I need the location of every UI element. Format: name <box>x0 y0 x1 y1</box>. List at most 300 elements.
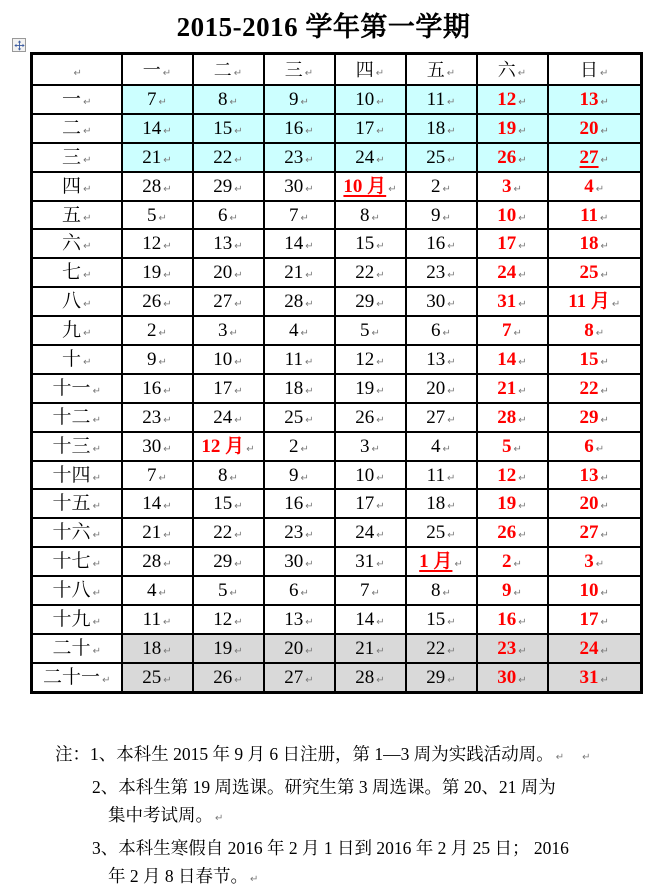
day-value: 20 <box>579 493 599 515</box>
week-number-label: 十四 <box>52 464 91 486</box>
day-cell <box>406 489 477 518</box>
paragraph-mark-icon: ↵ <box>595 443 605 455</box>
week-row <box>32 85 642 114</box>
day-cell <box>193 229 264 258</box>
day-cell <box>406 634 477 663</box>
paragraph-mark-icon: ↵ <box>300 443 309 455</box>
paragraph-mark-icon: ↵ <box>300 212 309 224</box>
weekday-header-cell <box>406 54 477 86</box>
paragraph-mark-icon: ↵ <box>518 414 527 426</box>
paragraph-mark-icon: ↵ <box>518 472 527 484</box>
day-value: 19 <box>355 377 375 399</box>
day-value: 28 <box>284 291 304 313</box>
week-number-label: 十九 <box>52 608 91 630</box>
paragraph-mark-icon: ↵ <box>518 212 527 224</box>
week-number-label: 十七 <box>52 551 91 573</box>
day-cell <box>406 114 477 143</box>
paragraph-mark-icon: ↵ <box>92 559 101 571</box>
paragraph-mark-icon: ↵ <box>83 328 92 340</box>
day-cell <box>264 547 335 576</box>
week-number-label: 七 <box>62 262 82 284</box>
day-value: 8 <box>360 204 370 226</box>
paragraph-mark-icon: ↵ <box>305 530 314 542</box>
paragraph-mark-icon: ↵ <box>600 674 609 686</box>
paragraph-mark-icon: ↵ <box>600 356 609 368</box>
week-number-cell <box>32 287 122 316</box>
day-value: 31 <box>497 291 517 313</box>
day-value: 22 <box>355 262 375 284</box>
paragraph-mark-icon: ↵ <box>215 813 224 824</box>
day-cell <box>548 403 642 432</box>
day-cell <box>122 114 193 143</box>
day-cell <box>335 461 406 490</box>
paragraph-mark-icon: ↵ <box>446 472 456 484</box>
day-value: 22 <box>213 146 233 168</box>
day-value: 17 <box>213 377 233 399</box>
day-value: 7 <box>147 464 157 486</box>
day-value: 27 <box>426 406 446 428</box>
paragraph-mark-icon: ↵ <box>442 328 451 340</box>
week-row <box>32 374 642 403</box>
paragraph-mark-icon: ↵ <box>376 674 385 686</box>
day-cell <box>335 345 406 374</box>
day-value: 10 <box>355 464 375 486</box>
week-number-cell <box>32 229 122 258</box>
day-value: 12 月 <box>201 435 245 457</box>
paragraph-mark-icon: ↵ <box>600 414 609 426</box>
paragraph-mark-icon: ↵ <box>600 67 609 79</box>
paragraph-mark-icon: ↵ <box>518 501 527 513</box>
paragraph-mark-icon: ↵ <box>518 125 527 137</box>
day-value: 13 <box>579 464 599 486</box>
day-cell <box>193 634 264 663</box>
day-cell <box>193 489 264 518</box>
day-value: 19 <box>142 262 162 284</box>
paragraph-mark-icon: ↵ <box>376 96 385 108</box>
day-value: 3 <box>360 435 370 457</box>
paragraph-mark-icon: ↵ <box>447 501 456 513</box>
day-value: 16 <box>142 377 162 399</box>
paragraph-mark-icon: ↵ <box>376 414 385 426</box>
week-number-label: 二 <box>62 117 82 139</box>
day-value: 28 <box>142 175 162 197</box>
paragraph-mark-icon: ↵ <box>513 183 522 195</box>
day-cell <box>477 634 548 663</box>
day-value: 4 <box>289 320 299 342</box>
paragraph-mark-icon: ↵ <box>600 270 609 282</box>
week-number-cell <box>32 258 122 287</box>
paragraph-mark-icon: ↵ <box>83 96 92 108</box>
paragraph-mark-icon: ↵ <box>600 501 609 513</box>
day-cell <box>264 374 335 403</box>
day-value: 18 <box>142 637 162 659</box>
paragraph-mark-icon: ↵ <box>102 674 111 686</box>
day-value: 20 <box>579 117 599 139</box>
day-value: 5 <box>502 435 512 457</box>
day-cell <box>193 374 264 403</box>
day-value: 5 <box>360 320 370 342</box>
paragraph-mark-icon: ↵ <box>83 270 92 282</box>
paragraph-mark-icon: ↵ <box>447 530 456 542</box>
day-value: 5 <box>218 580 228 602</box>
weekday-header-cell <box>193 54 264 86</box>
day-value: 21 <box>497 377 517 399</box>
day-value: 24 <box>355 522 375 544</box>
paragraph-mark-icon: ↵ <box>305 125 314 137</box>
day-cell <box>335 489 406 518</box>
day-cell <box>477 461 548 490</box>
day-value: 11 <box>142 608 161 630</box>
day-value: 15 <box>213 117 233 139</box>
day-value: 18 <box>426 493 446 515</box>
day-value: 21 <box>284 262 304 284</box>
paragraph-mark-icon: ↵ <box>447 645 456 657</box>
day-value: 17 <box>497 233 517 255</box>
day-cell <box>548 432 642 461</box>
paragraph-mark-icon: ↵ <box>446 96 456 108</box>
paragraph-mark-icon: ↵ <box>158 96 167 108</box>
day-value: 10 <box>579 580 599 602</box>
day-value: 14 <box>355 608 375 630</box>
table-move-handle-icon[interactable] <box>12 38 26 52</box>
day-value: 27 <box>579 146 599 168</box>
day-cell <box>477 605 548 634</box>
week-row <box>32 229 642 258</box>
day-value: 4 <box>147 580 157 602</box>
paragraph-mark-icon: ↵ <box>513 328 522 340</box>
day-cell <box>548 229 642 258</box>
paragraph-mark-icon: ↵ <box>163 559 172 571</box>
paragraph-mark-icon: ↵ <box>234 270 243 282</box>
day-value: 26 <box>497 522 517 544</box>
day-cell <box>477 432 548 461</box>
paragraph-mark-icon: ↵ <box>595 559 605 571</box>
paragraph-mark-icon: ↵ <box>305 270 314 282</box>
paragraph-mark-icon: ↵ <box>518 96 527 108</box>
day-cell <box>477 143 548 172</box>
paragraph-mark-icon: ↵ <box>447 414 456 426</box>
day-cell <box>122 576 193 605</box>
week-row <box>32 287 642 316</box>
note-text: 年 2 月 8 日春节。 <box>108 866 248 886</box>
paragraph-mark-icon: ↵ <box>376 241 385 253</box>
day-cell <box>335 547 406 576</box>
day-value: 23 <box>142 406 162 428</box>
weekday-header-label: 三 <box>284 59 303 80</box>
day-cell <box>122 172 193 201</box>
week-number-label: 十 <box>62 348 82 370</box>
day-value: 24 <box>579 637 599 659</box>
day-cell <box>122 518 193 547</box>
paragraph-mark-icon: ↵ <box>250 874 259 885</box>
day-cell <box>477 85 548 114</box>
day-cell <box>335 432 406 461</box>
week-number-cell <box>32 489 122 518</box>
paragraph-mark-icon: ↵ <box>595 328 605 340</box>
day-cell <box>122 201 193 230</box>
paragraph-mark-icon: ↵ <box>234 645 243 657</box>
day-cell <box>193 663 264 692</box>
week-number-label: 三 <box>62 146 82 168</box>
note-text: 3、本科生寒假自 2016 年 2 月 1 日到 2016 年 2 月 25 日； 2016 <box>92 837 569 858</box>
week-row <box>32 461 642 490</box>
day-value: 10 <box>497 204 517 226</box>
paragraph-mark-icon: ↵ <box>163 645 172 657</box>
paragraph-mark-icon: ↵ <box>447 241 456 253</box>
note-line <box>0 740 647 773</box>
day-value: 6 <box>584 435 594 457</box>
day-cell <box>193 345 264 374</box>
day-cell <box>406 229 477 258</box>
day-cell <box>193 547 264 576</box>
day-cell <box>193 461 264 490</box>
day-cell <box>335 634 406 663</box>
day-cell <box>548 345 642 374</box>
day-cell <box>122 143 193 172</box>
paragraph-mark-icon: ↵ <box>234 299 243 311</box>
day-value: 3 <box>502 175 512 197</box>
day-value: 30 <box>284 551 304 573</box>
day-value: 9 <box>289 88 299 110</box>
day-value: 7 <box>147 88 157 110</box>
day-value: 26 <box>497 146 517 168</box>
paragraph-mark-icon: ↵ <box>454 559 463 571</box>
day-value: 30 <box>426 291 446 313</box>
paragraph-mark-icon: ↵ <box>518 299 527 311</box>
paragraph-mark-icon: ↵ <box>83 356 92 368</box>
day-value: 15 <box>213 493 233 515</box>
day-value: 20 <box>213 262 233 284</box>
day-cell <box>548 85 642 114</box>
paragraph-mark-icon: ↵ <box>375 67 385 79</box>
day-value: 13 <box>284 608 304 630</box>
day-value: 16 <box>426 233 446 255</box>
paragraph-mark-icon: ↵ <box>92 472 101 484</box>
day-value: 7 <box>360 580 370 602</box>
paragraph-mark-icon: ↵ <box>513 588 522 600</box>
paragraph-mark-icon: ↵ <box>234 183 243 195</box>
day-cell <box>477 345 548 374</box>
day-value: 18 <box>284 377 304 399</box>
day-value: 14 <box>284 233 304 255</box>
paragraph-mark-icon: ↵ <box>376 645 385 657</box>
paragraph-mark-icon: ↵ <box>447 125 456 137</box>
paragraph-mark-icon: ↵ <box>158 212 167 224</box>
week-row <box>32 201 642 230</box>
day-cell <box>477 663 548 692</box>
note-line <box>0 801 647 834</box>
day-value: 11 <box>426 88 445 110</box>
paragraph-mark-icon: ↵ <box>600 125 609 137</box>
paragraph-mark-icon: ↵ <box>555 752 565 763</box>
paragraph-mark-icon: ↵ <box>234 674 243 686</box>
day-cell <box>122 229 193 258</box>
day-value: 31 <box>579 666 599 688</box>
paragraph-mark-icon: ↵ <box>163 183 172 195</box>
paragraph-mark-icon: ↵ <box>582 752 591 763</box>
paragraph-mark-icon: ↵ <box>92 443 101 455</box>
paragraph-mark-icon: ↵ <box>600 588 609 600</box>
day-cell <box>548 114 642 143</box>
day-cell <box>122 287 193 316</box>
paragraph-mark-icon: ↵ <box>158 472 167 484</box>
day-cell <box>548 489 642 518</box>
day-value: 29 <box>355 291 375 313</box>
week-number-cell <box>32 143 122 172</box>
day-value: 4 <box>584 175 594 197</box>
day-cell <box>193 403 264 432</box>
paragraph-mark-icon: ↵ <box>442 212 451 224</box>
day-cell <box>406 374 477 403</box>
weekday-header-label: 四 <box>355 59 374 80</box>
paragraph-mark-icon: ↵ <box>83 241 92 253</box>
week-number-label: 二十 <box>52 637 91 659</box>
day-cell <box>335 605 406 634</box>
day-cell <box>406 143 477 172</box>
day-value: 7 <box>502 320 512 342</box>
day-cell <box>264 114 335 143</box>
paragraph-mark-icon: ↵ <box>447 356 456 368</box>
paragraph-mark-icon: ↵ <box>234 385 243 397</box>
day-value: 18 <box>426 117 446 139</box>
day-cell <box>548 258 642 287</box>
paragraph-mark-icon: ↵ <box>447 385 456 397</box>
day-value: 19 <box>497 493 517 515</box>
day-cell <box>406 432 477 461</box>
day-cell <box>406 576 477 605</box>
week-row <box>32 258 642 287</box>
paragraph-mark-icon: ↵ <box>518 356 527 368</box>
day-value: 13 <box>426 348 446 370</box>
day-value: 10 <box>213 348 233 370</box>
day-cell <box>477 172 548 201</box>
day-value: 27 <box>284 666 304 688</box>
day-cell <box>335 143 406 172</box>
day-cell <box>477 489 548 518</box>
week-row <box>32 489 642 518</box>
paragraph-mark-icon: ↵ <box>600 212 609 224</box>
paragraph-mark-icon: ↵ <box>234 530 243 542</box>
paragraph-mark-icon: ↵ <box>163 270 172 282</box>
paragraph-mark-icon: ↵ <box>447 299 456 311</box>
week-number-cell <box>32 85 122 114</box>
paragraph-mark-icon: ↵ <box>162 616 172 628</box>
day-value: 14 <box>497 348 517 370</box>
day-cell <box>548 634 642 663</box>
day-cell <box>477 201 548 230</box>
day-cell <box>122 605 193 634</box>
day-cell <box>335 316 406 345</box>
day-cell <box>406 287 477 316</box>
week-row <box>32 172 642 201</box>
day-cell <box>193 432 264 461</box>
paragraph-mark-icon: ↵ <box>600 530 609 542</box>
day-cell <box>548 605 642 634</box>
day-value: 15 <box>426 608 446 630</box>
week-row <box>32 663 642 692</box>
paragraph-mark-icon: ↵ <box>600 472 609 484</box>
day-cell <box>548 316 642 345</box>
day-cell <box>193 201 264 230</box>
day-cell <box>335 403 406 432</box>
week-number-label: 十六 <box>52 522 91 544</box>
paragraph-mark-icon: ↵ <box>234 356 243 368</box>
paragraph-mark-icon: ↵ <box>600 616 609 628</box>
day-cell <box>335 229 406 258</box>
paragraph-mark-icon: ↵ <box>600 154 609 166</box>
corner-header-cell <box>32 54 122 86</box>
day-value: 6 <box>218 204 228 226</box>
week-number-cell <box>32 663 122 692</box>
paragraph-mark-icon: ↵ <box>442 588 451 600</box>
paragraph-mark-icon: ↵ <box>518 530 527 542</box>
paragraph-mark-icon: ↵ <box>300 472 309 484</box>
paragraph-mark-icon: ↵ <box>162 67 172 79</box>
paragraph-mark-icon: ↵ <box>304 67 314 79</box>
day-cell <box>193 114 264 143</box>
day-cell <box>477 258 548 287</box>
weekday-header-label: 日 <box>580 59 599 80</box>
paragraph-mark-icon: ↵ <box>304 356 314 368</box>
day-value: 22 <box>579 377 599 399</box>
day-value: 16 <box>497 608 517 630</box>
day-value: 11 月 <box>568 291 610 313</box>
paragraph-mark-icon: ↵ <box>234 154 243 166</box>
paragraph-mark-icon: ↵ <box>305 674 314 686</box>
day-cell <box>335 85 406 114</box>
week-row <box>32 518 642 547</box>
calendar-table <box>30 52 643 694</box>
day-value: 1 月 <box>419 551 453 573</box>
paragraph-mark-icon: ↵ <box>158 588 167 600</box>
day-cell <box>477 287 548 316</box>
paragraph-mark-icon: ↵ <box>92 414 101 426</box>
weekday-header-label: 二 <box>213 59 232 80</box>
day-value: 2 <box>147 320 157 342</box>
day-cell <box>264 287 335 316</box>
paragraph-mark-icon: ↵ <box>234 414 243 426</box>
day-cell <box>193 287 264 316</box>
paragraph-mark-icon: ↵ <box>92 501 101 513</box>
paragraph-mark-icon: ↵ <box>371 588 380 600</box>
paragraph-mark-icon: ↵ <box>600 96 609 108</box>
day-cell <box>335 663 406 692</box>
paragraph-mark-icon: ↵ <box>447 154 456 166</box>
day-cell <box>193 172 264 201</box>
paragraph-mark-icon: ↵ <box>371 328 380 340</box>
day-value: 6 <box>289 580 299 602</box>
paragraph-mark-icon: ↵ <box>517 67 527 79</box>
paragraph-mark-icon: ↵ <box>163 674 172 686</box>
paragraph-mark-icon: ↵ <box>163 530 172 542</box>
day-cell <box>548 374 642 403</box>
weekday-header-cell <box>264 54 335 86</box>
paragraph-mark-icon: ↵ <box>518 674 527 686</box>
paragraph-mark-icon: ↵ <box>513 559 522 571</box>
paragraph-mark-icon: ↵ <box>600 385 609 397</box>
week-number-label: 十八 <box>52 580 91 602</box>
day-value: 17 <box>355 493 375 515</box>
day-cell <box>193 258 264 287</box>
paragraph-mark-icon: ↵ <box>83 299 92 311</box>
paragraph-mark-icon: ↵ <box>518 241 527 253</box>
day-cell <box>193 316 264 345</box>
day-cell <box>548 461 642 490</box>
day-cell <box>264 489 335 518</box>
week-number-label: 十五 <box>52 493 91 515</box>
day-cell <box>406 461 477 490</box>
day-cell <box>335 201 406 230</box>
